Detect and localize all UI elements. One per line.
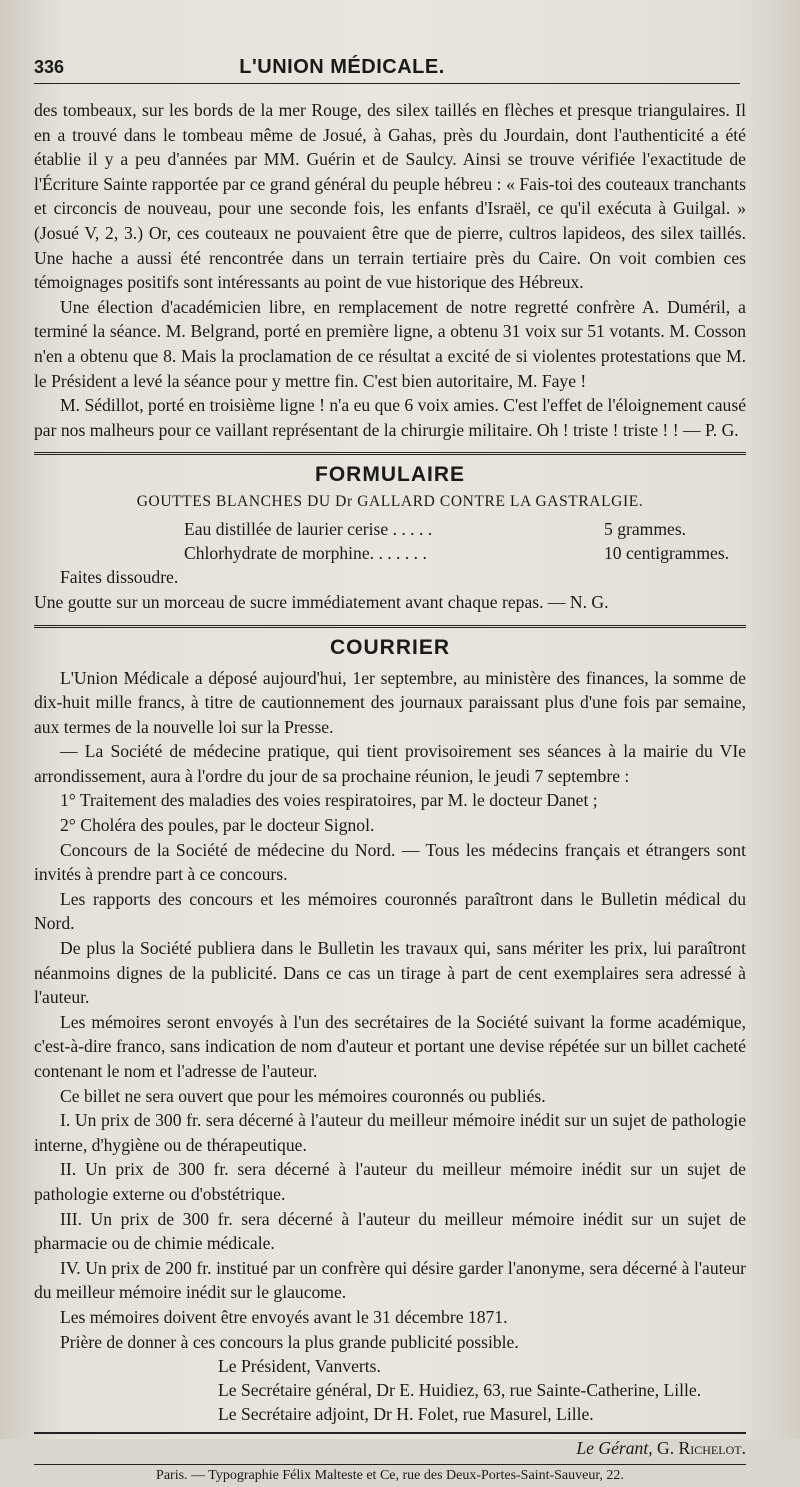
article-continuation: [34, 98, 746, 442]
courrier-paragraph: — La Société de médecine pratique, qui tient provisoirement ses séances à la mairie du VIe arrondissement, aura à l'ordre du jour de sa prochaine réunion, le jeudi 7 septembre :: [34, 741, 746, 786]
gerant-line: [34, 1434, 746, 1462]
recipe-dose: Une goutte sur un morceau de sucre immédiatement avant chaque repas. — N. G.: [34, 591, 609, 612]
signature-secretary-adjoint: Le Secrétaire adjoint, Dr H. Folet, rue Masurel, Lille.: [218, 1404, 594, 1425]
courrier-paragraph: L'Union Médicale a déposé aujourd'hui, 1er septembre, au ministère des finances, la somme de dix-huit mille francs, à titre de cautionnement des journaux paraissant plus d'une fois par semaine, aux termes de la nouvelle loi sur la Presse.: [34, 667, 746, 737]
gerant-label: Le Gérant,: [576, 1438, 653, 1459]
printer-imprint: Paris. — Typographie Félix Malteste et Ce, rue des Deux-Portes-Saint-Sauveur, 22.: [156, 1468, 624, 1484]
recipe-list: [34, 517, 762, 565]
courrier-paragraph: Les mémoires doivent être envoyés avant le 31 décembre 1871.: [60, 1306, 508, 1327]
recipe-row: [184, 541, 744, 565]
section-divider: [34, 625, 746, 632]
formulaire-subtitle: GOUTTES BLANCHES DU Dr GALLARD CONTRE LA GASTRALGIE.: [136, 493, 644, 511]
intro-paragraph-2: Une élection d'académicien libre, en remplacement de notre regretté confrère A. Duméril, a terminé la séance. M. Belgrand, porté en première ligne, a obtenu 31 voix sur 51 votants. M. Cosson n'en a obtenu que 8. Mais la proclamation de ce résultat a excité de si violentes protestations que M. le Président a levé la séance pour y mettre fin. C'est bien autoritaire, M. Faye !: [34, 296, 746, 391]
recipe-dissolve: Faites dissoudre.: [60, 567, 179, 588]
courrier-title: COURRIER: [329, 635, 450, 659]
journal-title: L'UNION MÉDICALE.: [239, 56, 445, 78]
page-header: [34, 56, 740, 84]
courrier-paragraph: Prière de donner à ces concours la plus grande publicité possible.: [60, 1331, 519, 1352]
agenda-item: 2° Choléra des poules, par le docteur Signol.: [60, 815, 375, 836]
section-divider: [34, 452, 746, 459]
prize-item: I. Un prix de 300 fr. sera décerné à l'auteur du meilleur mémoire inédit sur un sujet de pathologie interne, d'hygiène ou de thérapeutique.: [34, 1110, 746, 1155]
recipe-row: [184, 517, 744, 541]
formulaire-title: FORMULAIRE: [315, 463, 465, 487]
intro-paragraph-1: des tombeaux, sur les bords de la mer Rouge, des silex taillés en flèches et presque triangulaires. Il en a trouvé dans le tombeau même de Josué, à Gahas, près du Jourdain, dont l'authenticité a été établie il y a peu d'années par MM. Guérin et de Saulcy. Ainsi se trouve vérifiée l'exactitude de l'Écriture Sainte rapportée par ce grand général du peuple hébreu : « Fais-toi des couteaux tranchants et circoncis de nouveau, pour une seconde fois, les enfants d'Israël, ce qu'il exécuta à Guilgal. » (Josué V, 2, 3.) Or, ces couteaux ne pouvaient être que de pierre, cultros lapideos, des silex taillés. Une hache a aussi été rencontrée dans un terrain tertiaire près du Caire. On voit combien ces témoignages positifs sont intéressants au point de vue historique des Hébreux.: [34, 100, 746, 293]
prize-item: III. Un prix de 300 fr. sera décerné à l'auteur du meilleur mémoire inédit sur un sujet de pharmacie ou de chimie médicale.: [34, 1208, 746, 1254]
ingredient-quantity: 5 grammes.: [604, 519, 687, 540]
courrier-paragraph: Les rapports des concours et les mémoires couronnés paraîtront dans le Bulletin médical du Nord.: [34, 888, 746, 934]
intro-paragraph-3: M. Sédillot, porté en troisième ligne ! n'a eu que 6 voix amies. C'est l'effet de l'éloignement causé par nos malheurs pour ce vaillant représentant de la chirurgie militaire. Oh ! triste ! triste ! ! — P. G.: [34, 395, 746, 440]
courrier-paragraph: De plus la Société publiera dans le Bulletin les travaux qui, sans mériter les prix, lui paraîtront néanmoins dignes de la publicité. Dans ce cas un tirage à part de cent exemplaires sera adressé à l'auteur.: [34, 938, 746, 1008]
ingredient-name: Chlorhydrate de morphine. . . . . . .: [184, 543, 427, 564]
prize-item: IV. Un prix de 200 fr. institué par un confrère qui désire garder l'anonyme, sera décerné à l'auteur du meilleur mémoire inédit sur le glaucome.: [34, 1257, 746, 1303]
ingredient-quantity: 10 centigrammes.: [604, 543, 730, 564]
signature-president: Le Président, Vanverts.: [218, 1356, 381, 1377]
signature-block: [34, 1354, 762, 1426]
page-number: 336: [34, 57, 65, 77]
courrier-paragraph: Concours de la Société de médecine du Nord. — Tous les médecins français et étrangers sont invités à prendre part à ce concours.: [34, 839, 746, 885]
gerant-name: G. Richelot.: [657, 1438, 746, 1459]
courrier-paragraph: Ce billet ne sera ouvert que pour les mémoires couronnés ou publiés.: [60, 1085, 546, 1106]
signature-secretary-general: Le Secrétaire général, Dr E. Huidiez, 63, rue Sainte-Catherine, Lille.: [218, 1380, 702, 1401]
courrier-body: [34, 666, 746, 1355]
prize-item: II. Un prix de 300 fr. sera décerné à l'auteur du meilleur mémoire inédit sur un sujet de pathologie externe ou d'obstétrique.: [34, 1159, 746, 1204]
ingredient-name: Eau distillée de laurier cerise . . . . .: [184, 519, 433, 540]
agenda-item: 1° Traitement des maladies des voies respiratoires, par M. le docteur Danet ;: [60, 790, 598, 811]
courrier-paragraph: Les mémoires seront envoyés à l'un des secrétaires de la Société suivant la forme académique, c'est-à-dire franco, sans indication de nom d'auteur et portant une devise répétée sur un billet cacheté contenant le nom et l'adresse de l'auteur.: [34, 1011, 746, 1081]
